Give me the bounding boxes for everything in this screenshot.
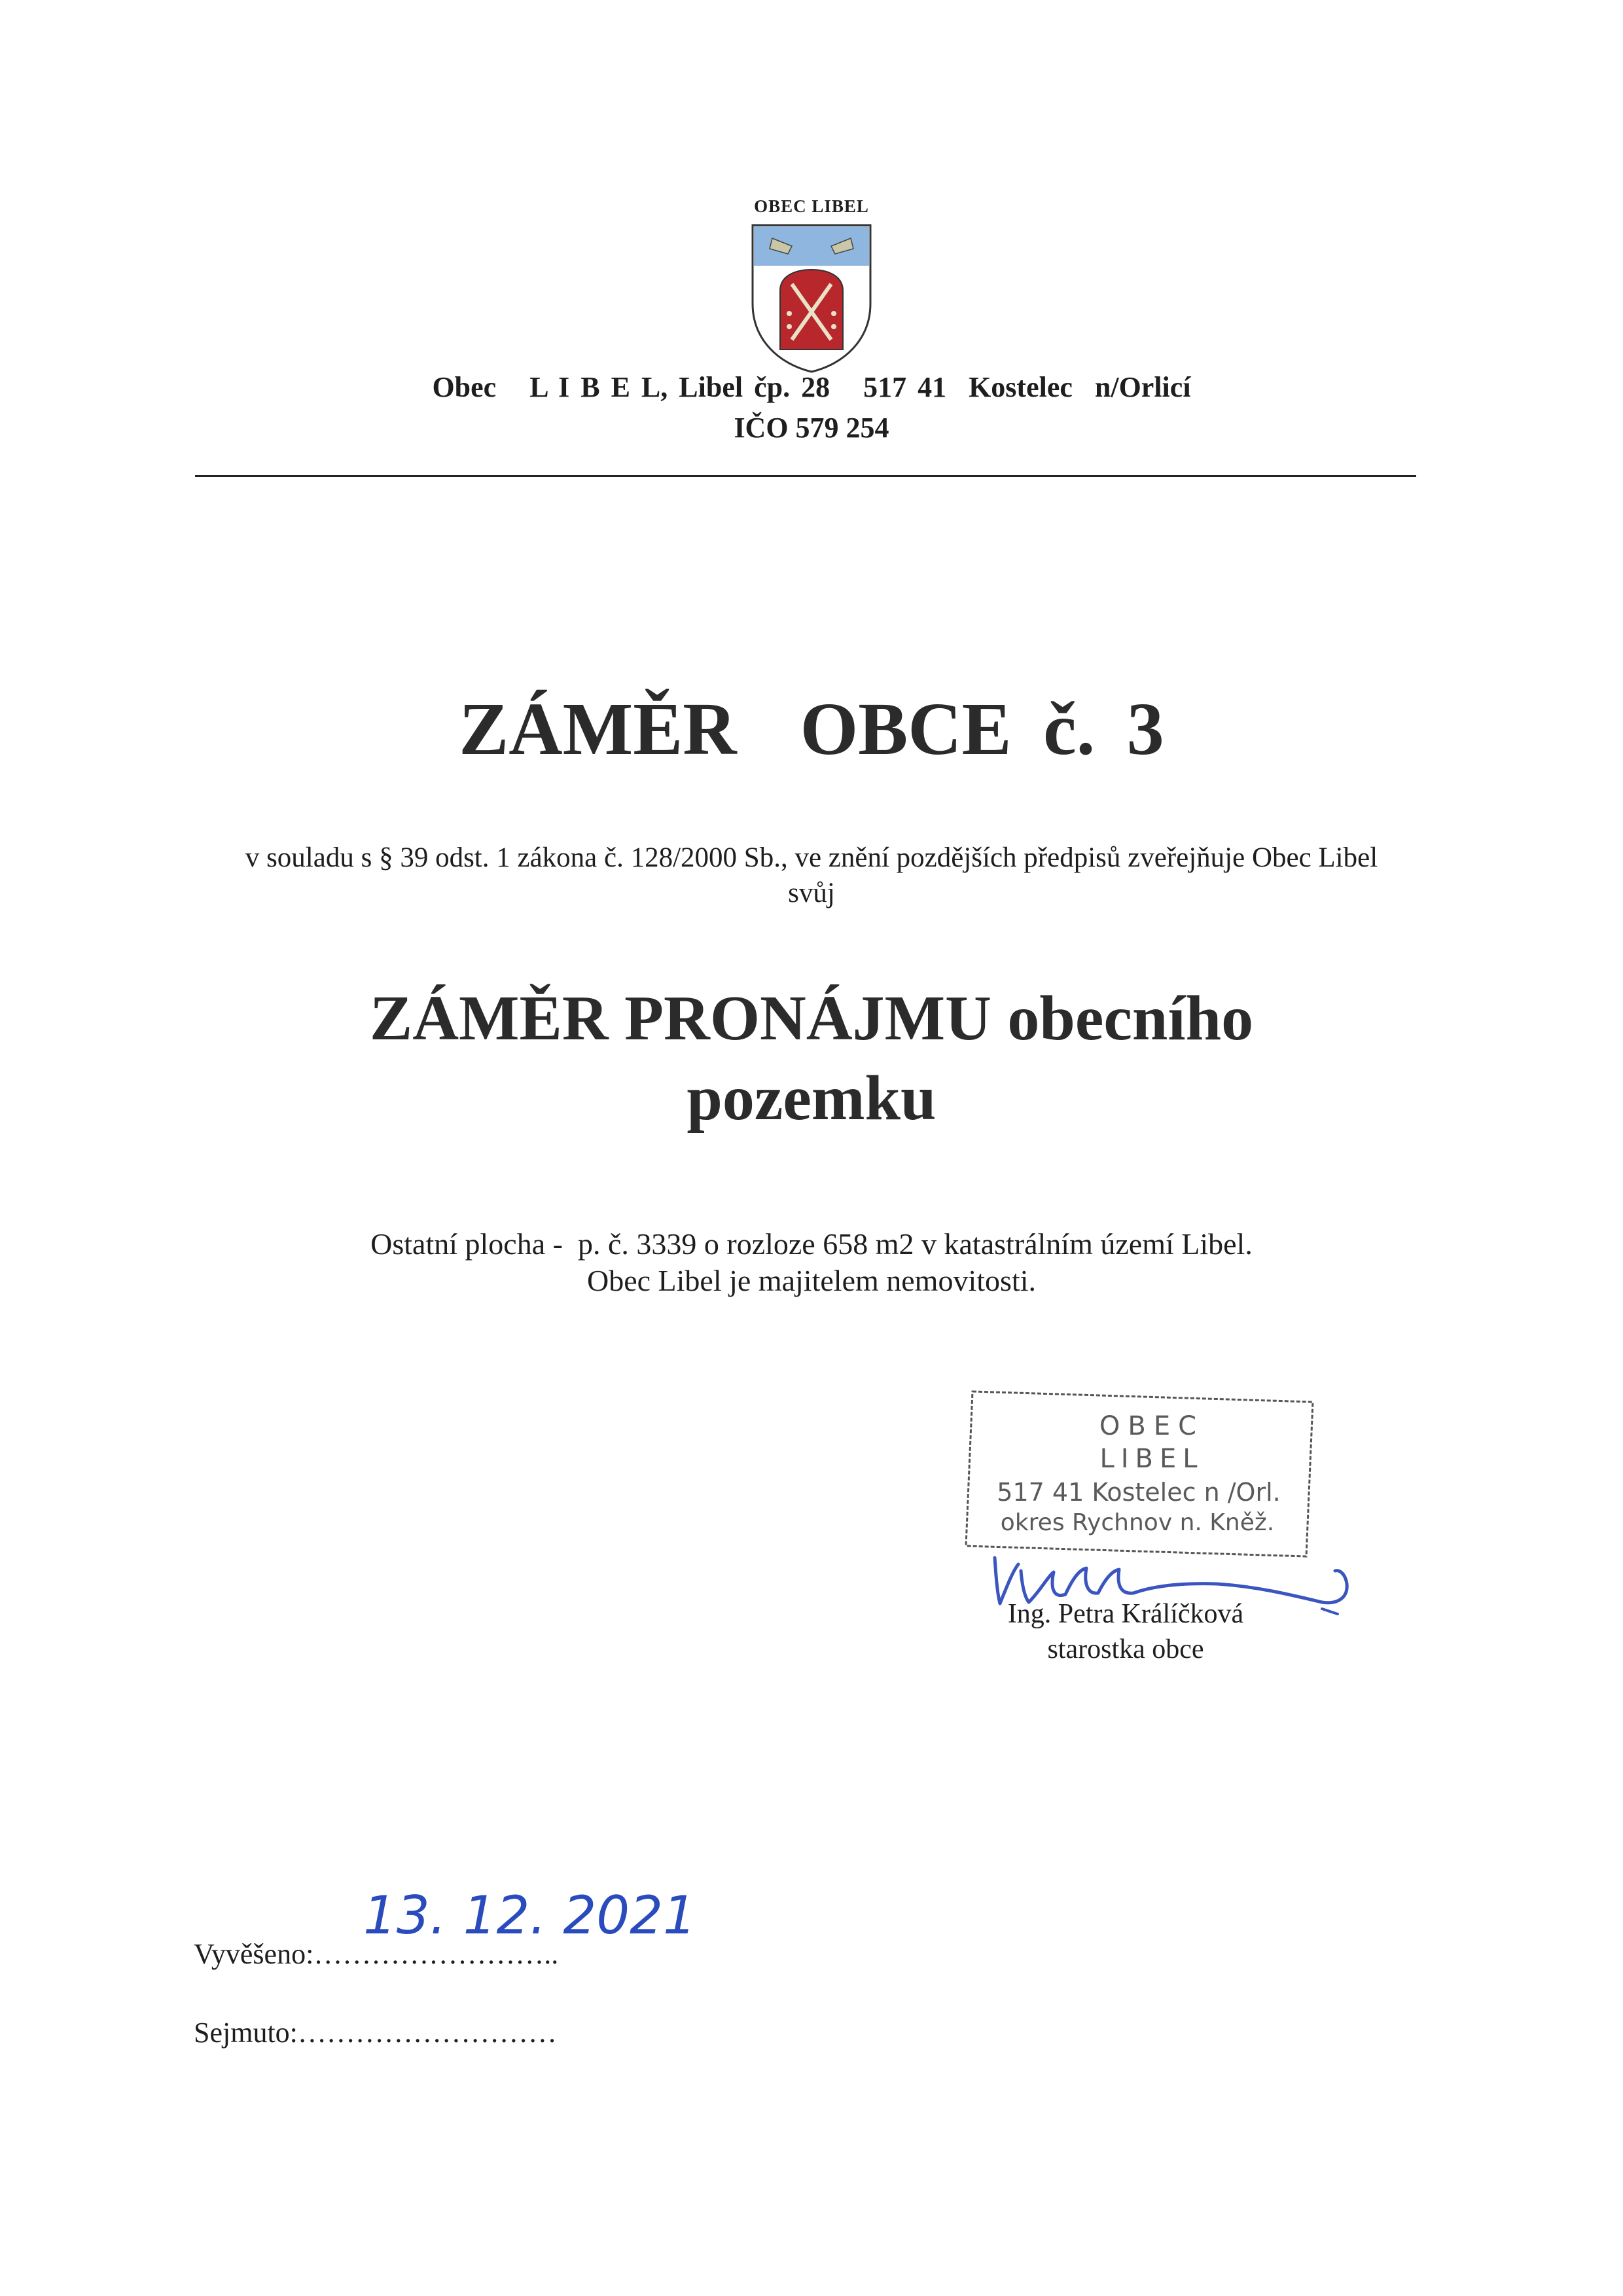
stamp-line-3: 517 41 Kostelec n /Orl. <box>997 1478 1281 1507</box>
posted-label: Vyvěšeno:…………………….. <box>194 1938 559 1970</box>
ownership-statement: Obec Libel je majitelem nemovitosti. <box>587 1264 1036 1297</box>
header-ico: IČO 579 254 <box>734 412 889 444</box>
posted-date-handwritten: 13. 12. 2021 <box>363 1885 696 1946</box>
subtitle-line-1: ZÁMĚR PRONÁJMU obecního <box>369 983 1254 1054</box>
header-divider <box>195 475 1416 477</box>
stamp-line-1: OBEC <box>1099 1411 1205 1441</box>
intro-line-1: v souladu s § 39 odst. 1 zákona č. 128/2000 Sb., ve znění pozdějších předpisů zveřejňuje Obec Libel <box>245 842 1378 873</box>
coat-of-arms-icon <box>746 192 877 373</box>
document-title: ZÁMĚR OBCE č. 3 <box>459 687 1164 770</box>
parcel-description: Ostatní plocha - p. č. 3339 o rozloze 658 m2 v katastrálním území Libel. <box>370 1227 1253 1261</box>
intro-line-2: svůj <box>788 878 835 908</box>
subtitle-line-2: pozemku <box>687 1063 936 1134</box>
signer-name: Ing. Petra Králíčková <box>1007 1599 1244 1629</box>
stamp-line-4: okres Rychnov n. Kněž. <box>1000 1509 1275 1536</box>
stamp-line-2: LIBEL <box>1099 1444 1204 1474</box>
removed-label: Sejmuto:……………………… <box>194 2017 557 2049</box>
header-address: Obec L I B E L, Libel čp. 28 517 41 Kostelec n/Orlicí <box>432 371 1191 403</box>
crest-title: OBEC LIBEL <box>754 196 869 216</box>
signer-role: starostka obce <box>1047 1634 1204 1664</box>
